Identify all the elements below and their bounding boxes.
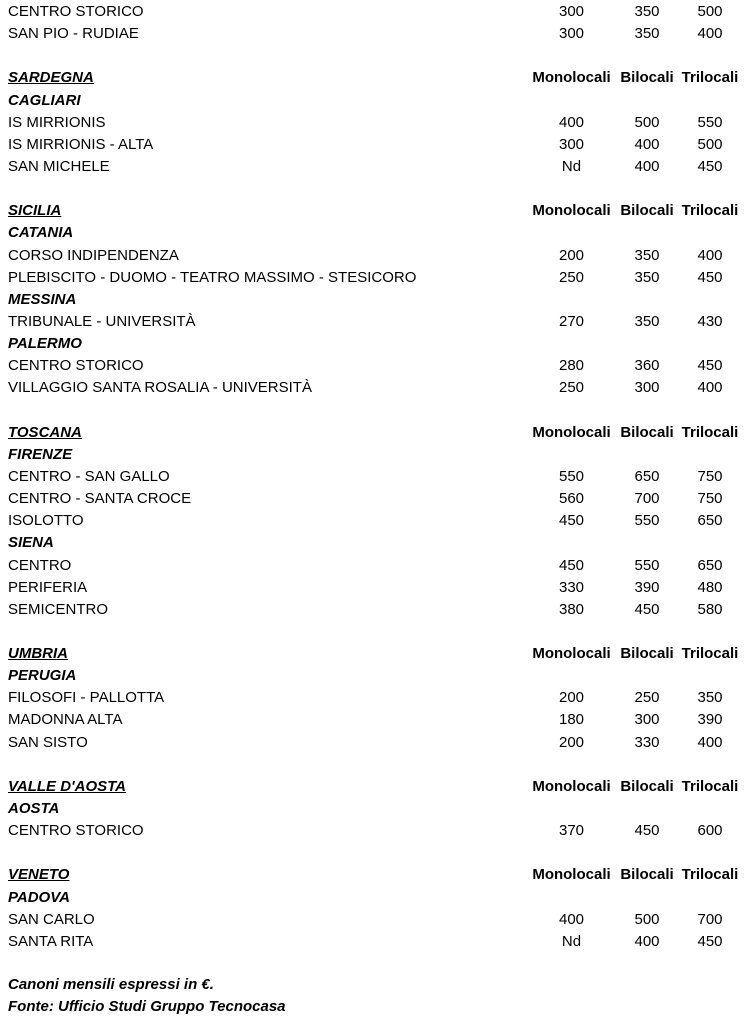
city-row	[0, 665, 750, 687]
price-trilocali: 450	[697, 932, 723, 950]
price-monolocali: 300	[558, 25, 585, 43]
column-header-trilocali: Trilocali	[681, 645, 739, 663]
zone-name: SAN PIO - RUDIAE	[8, 25, 139, 43]
price-monolocali: 560	[558, 490, 585, 508]
price-trilocali: 390	[697, 711, 723, 729]
price-monolocali: 200	[558, 733, 585, 751]
price-bilocali: 450	[634, 822, 660, 840]
zone-name: MADONNA ALTA	[8, 711, 123, 729]
zone-row	[0, 267, 750, 289]
zone-name: CENTRO	[8, 556, 72, 574]
zone-row	[0, 1, 750, 23]
price-bilocali: 350	[634, 268, 660, 286]
city-row	[0, 887, 750, 909]
price-monolocali: 270	[558, 312, 585, 330]
price-trilocali: 400	[697, 246, 723, 264]
zone-row	[0, 23, 750, 45]
zone-row	[0, 510, 750, 532]
zone-name: PERIFERIA	[8, 578, 88, 596]
price-bilocali: 650	[634, 467, 660, 485]
zone-name: FILOSOFI - PALLOTTA	[8, 689, 165, 707]
column-header-bilocali: Bilocali	[620, 202, 674, 220]
zone-name: SAN SISTO	[8, 733, 88, 751]
zone-name: SEMICENTRO	[8, 600, 109, 618]
zone-row	[0, 555, 750, 577]
zone-row	[0, 377, 750, 399]
column-header-bilocali: Bilocali	[620, 69, 674, 87]
price-bilocali: 350	[634, 312, 660, 330]
region-name: SARDEGNA	[8, 69, 94, 87]
zone-row	[0, 909, 750, 931]
price-trilocali: 580	[697, 600, 723, 618]
price-trilocali: 500	[697, 135, 723, 153]
price-monolocali: 180	[558, 711, 585, 729]
footer-source: Fonte: Ufficio Studi Gruppo Tecnocasa	[8, 998, 286, 1015]
price-monolocali: 400	[558, 113, 585, 131]
zone-name: SAN CARLO	[8, 910, 95, 928]
column-header-trilocali: Trilocali	[681, 777, 739, 795]
zone-name: VILLAGGIO SANTA ROSALIA - UNIVERSITÀ	[8, 379, 312, 397]
price-monolocali: 300	[558, 135, 585, 153]
region-header-row	[0, 864, 750, 886]
price-bilocali: 450	[634, 600, 660, 618]
price-monolocali: 450	[558, 512, 585, 530]
zone-row	[0, 245, 750, 267]
price-trilocali: 450	[697, 357, 723, 375]
price-bilocali: 400	[634, 157, 660, 175]
zone-name: CENTRO STORICO	[8, 822, 144, 840]
zone-row	[0, 112, 750, 134]
price-trilocali: 430	[697, 312, 723, 330]
price-bilocali: 350	[634, 3, 660, 20]
price-monolocali: 330	[558, 578, 585, 596]
zone-row	[0, 355, 750, 377]
region-name: VALLE D'AOSTA	[8, 777, 127, 795]
zone-name: TRIBUNALE - UNIVERSITÀ	[8, 312, 196, 330]
price-trilocali: 750	[697, 490, 723, 508]
price-trilocali: 650	[697, 512, 723, 530]
price-bilocali: 360	[634, 357, 660, 375]
price-monolocali: 550	[558, 467, 585, 485]
price-bilocali: 400	[634, 932, 660, 950]
price-bilocali: 350	[634, 246, 660, 264]
price-trilocali: 480	[697, 578, 723, 596]
column-header-monolocali: Monolocali	[532, 202, 611, 220]
column-header-bilocali: Bilocali	[620, 645, 674, 663]
price-bilocali: 300	[634, 379, 660, 397]
price-monolocali: 200	[558, 246, 585, 264]
region-header-row	[0, 200, 750, 222]
price-bilocali: 300	[634, 711, 660, 729]
price-trilocali: 650	[697, 556, 723, 574]
price-bilocali: 330	[634, 733, 660, 751]
zone-name: IS MIRRIONIS	[8, 113, 106, 131]
zone-row	[0, 820, 750, 842]
column-header-monolocali: Monolocali	[532, 777, 611, 795]
price-monolocali: 400	[558, 910, 585, 928]
region-header-row	[0, 67, 750, 89]
zone-name: CENTRO - SANTA CROCE	[8, 490, 192, 508]
region-header-row	[0, 422, 750, 444]
zone-name: CENTRO STORICO	[8, 357, 144, 375]
price-bilocali: 390	[634, 578, 660, 596]
city-row	[0, 798, 750, 820]
column-header-bilocali: Bilocali	[620, 866, 674, 884]
zone-row	[0, 732, 750, 754]
column-header-bilocali: Bilocali	[620, 777, 674, 795]
zone-row	[0, 687, 750, 709]
price-trilocali: 400	[697, 733, 723, 751]
zone-name: IS MIRRIONIS - ALTA	[8, 135, 154, 153]
zone-row	[0, 599, 750, 621]
price-bilocali: 550	[634, 512, 660, 530]
city-name: CATANIA	[8, 224, 74, 242]
zone-row	[0, 931, 750, 953]
price-monolocali: 200	[558, 689, 585, 707]
city-name: AOSTA	[8, 800, 60, 818]
zone-name: CENTRO STORICO	[8, 3, 144, 20]
price-monolocali: 300	[558, 3, 585, 20]
price-trilocali: 500	[697, 3, 723, 20]
city-name: FIRENZE	[8, 445, 73, 463]
price-bilocali: 700	[634, 490, 660, 508]
column-header-trilocali: Trilocali	[681, 69, 739, 87]
city-name: SIENA	[8, 534, 54, 552]
city-row	[0, 222, 750, 244]
zone-row	[0, 577, 750, 599]
price-bilocali: 500	[634, 910, 660, 928]
price-monolocali: Nd	[561, 157, 582, 175]
zone-row	[0, 488, 750, 510]
zone-name: PLEBISCITO - DUOMO - TEATRO MASSIMO - STESICORO	[8, 268, 417, 286]
city-row	[0, 90, 750, 112]
city-name: MESSINA	[8, 290, 77, 308]
zone-row	[0, 311, 750, 333]
region-header-row	[0, 776, 750, 798]
zone-name: ISOLOTTO	[8, 512, 84, 530]
region-name: TOSCANA	[8, 423, 82, 441]
price-monolocali: 370	[558, 822, 585, 840]
price-monolocali: 450	[558, 556, 585, 574]
region-name: VENETO	[8, 866, 70, 884]
price-monolocali: 250	[558, 268, 585, 286]
column-header-trilocali: Trilocali	[681, 423, 739, 441]
price-bilocali: 400	[634, 135, 660, 153]
city-row	[0, 289, 750, 311]
price-bilocali: 550	[634, 556, 660, 574]
price-trilocali: 700	[697, 910, 723, 928]
zone-name: SANTA RITA	[8, 932, 94, 950]
column-header-monolocali: Monolocali	[532, 423, 611, 441]
zone-name: SAN MICHELE	[8, 157, 110, 175]
price-monolocali: 280	[558, 357, 585, 375]
price-monolocali: 380	[558, 600, 585, 618]
price-trilocali: 400	[697, 25, 723, 43]
region-name: UMBRIA	[8, 645, 68, 663]
zone-row	[0, 156, 750, 178]
price-trilocali: 600	[697, 822, 723, 840]
city-name: PADOVA	[8, 888, 70, 906]
zone-row	[0, 134, 750, 156]
city-name: CAGLIARI	[8, 91, 81, 109]
price-bilocali: 250	[634, 689, 660, 707]
zone-name: CENTRO - SAN GALLO	[8, 467, 170, 485]
column-header-monolocali: Monolocali	[532, 866, 611, 884]
price-monolocali: Nd	[561, 932, 582, 950]
price-trilocali: 450	[697, 157, 723, 175]
zone-row	[0, 466, 750, 488]
price-trilocali: 550	[697, 113, 723, 131]
price-trilocali: 750	[697, 467, 723, 485]
column-header-trilocali: Trilocali	[681, 866, 739, 884]
zone-row	[0, 709, 750, 731]
price-monolocali: 250	[558, 379, 585, 397]
price-trilocali: 450	[697, 268, 723, 286]
city-row	[0, 532, 750, 554]
city-row	[0, 333, 750, 355]
city-row	[0, 444, 750, 466]
column-header-monolocali: Monolocali	[532, 645, 611, 663]
zone-name: CORSO INDIPENDENZA	[8, 246, 179, 264]
column-header-monolocali: Monolocali	[532, 69, 611, 87]
city-name: PERUGIA	[8, 667, 77, 685]
region-header-row	[0, 643, 750, 665]
price-bilocali: 350	[634, 25, 660, 43]
price-bilocali: 500	[634, 113, 660, 131]
column-header-bilocali: Bilocali	[620, 423, 674, 441]
region-name: SICILIA	[8, 202, 62, 220]
column-header-trilocali: Trilocali	[681, 202, 739, 220]
footer-note: Canoni mensili espressi in €.	[8, 976, 214, 993]
price-trilocali: 400	[697, 379, 723, 397]
city-name: PALERMO	[8, 335, 82, 353]
price-trilocali: 350	[697, 689, 723, 707]
